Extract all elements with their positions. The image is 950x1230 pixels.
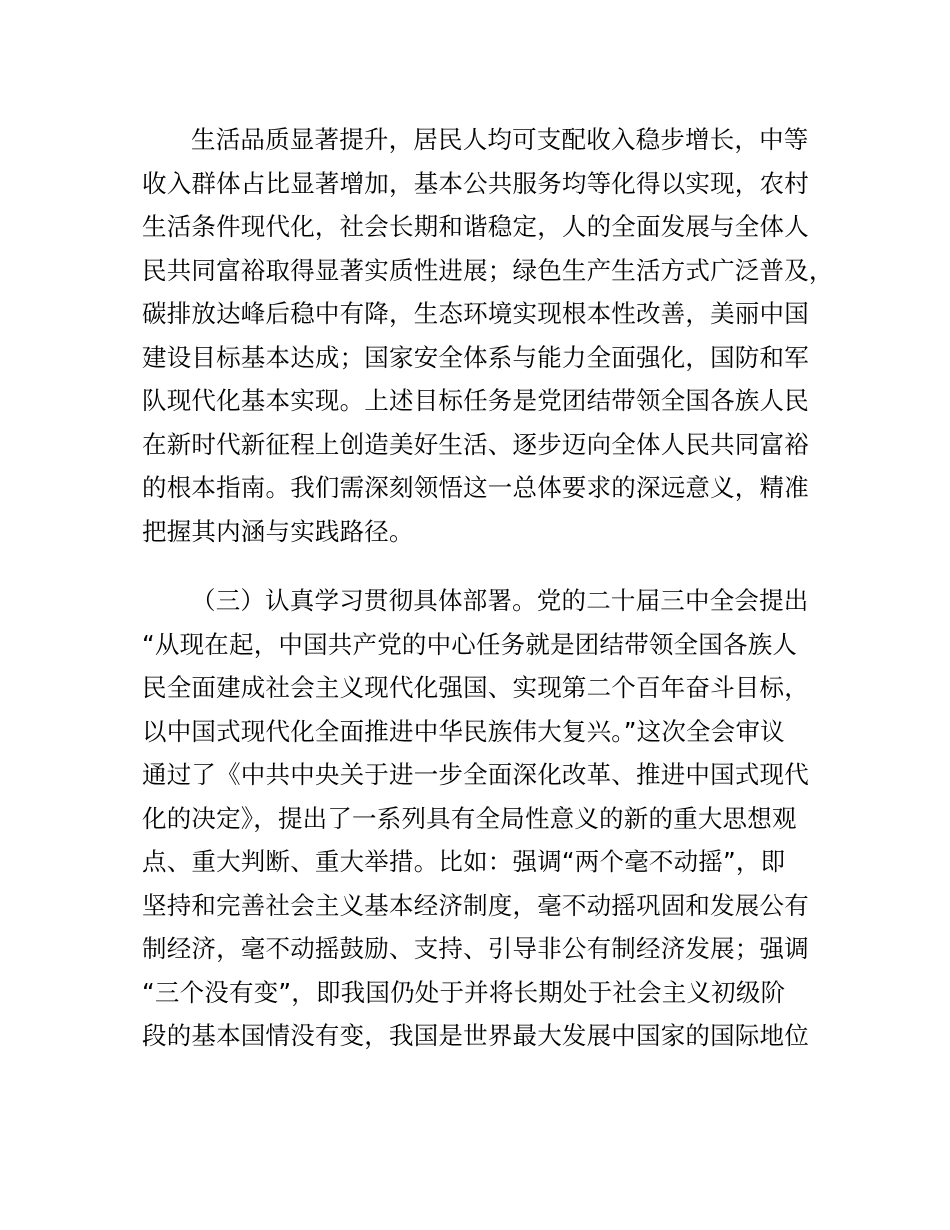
text-line: 民全面建成社会主义现代化强国、实现第二个百年奋斗目标，: [142, 673, 809, 702]
paragraph-1: [142, 118, 842, 553]
text-line: 点、重大判断、重大举措。比如：强调“两个毫不动摇”，即: [142, 847, 786, 876]
text-line: 以中国式现代化全面推进中华民族伟大复兴。”这次全会审议: [142, 716, 785, 746]
paragraph-2: [142, 579, 842, 1058]
text-line: 化的决定》，提出了一系列具有全局性意义的新的重大思想观: [142, 803, 797, 833]
text-line: 制经济，毫不动摇鼓励、支持、引导非公有制经济发展；强调: [142, 934, 809, 963]
text-line: 民共同富裕取得显著实质性进展；绿色生产生活方式广泛普及，: [142, 255, 834, 285]
text-line: 段的基本国情没有变，我国是世界最大发展中国家的国际地位: [142, 1021, 809, 1050]
text-line: 碳排放达峰后稳中有降，生态环境实现根本性改善，美丽中国: [142, 299, 809, 328]
text-line: 在新时代新征程上创造美好生活、逐步迈向全体人民共同富裕: [142, 429, 809, 459]
text-line: 收入群体占比显著增加，基本公共服务均等化得以实现，农村: [142, 168, 809, 198]
text-line: “从现在起，中国共产党的中心任务就是团结带领全国各族人: [142, 629, 798, 659]
text-line: 生活条件现代化，社会长期和谐稳定，人的全面发展与全体人: [142, 212, 809, 241]
text-line: 生活品质显著提升，居民人均可支配收入稳步增长，中等: [191, 125, 809, 154]
text-line: 把握其内涵与实践路径。: [142, 516, 414, 546]
text-line: 建设目标基本达成；国家安全体系与能力全面强化，国防和军: [142, 342, 809, 372]
text-line: 队现代化基本实现。上述目标任务是党团结带领全国各族人民: [142, 386, 809, 415]
text-line: 的根本指南。我们需深刻领悟这一总体要求的深远意义，精准: [142, 473, 809, 502]
text-line: 通过了《中共中央关于进一步全面深化改革、推进中国式现代: [142, 760, 809, 789]
text-line: 坚持和完善社会主义基本经济制度，毫不动摇巩固和发展公有: [142, 890, 809, 920]
text-line: “三个没有变”，即我国仍处于并将长期处于社会主义初级阶: [142, 977, 786, 1007]
text-line: （三）认真学习贯彻具体部署。党的二十届三中全会提出: [191, 586, 809, 615]
